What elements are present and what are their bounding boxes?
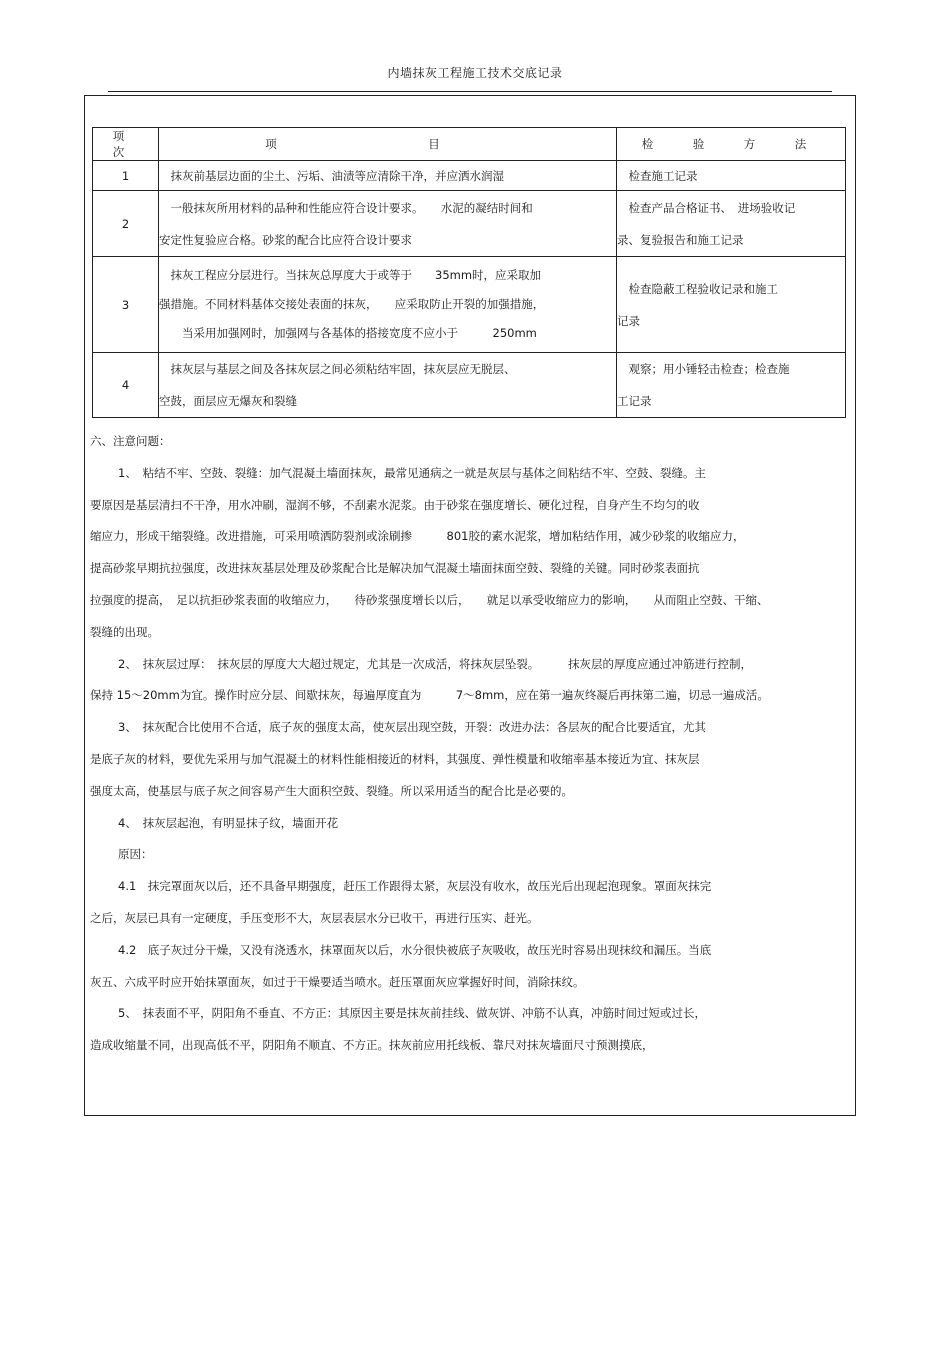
row-item bbox=[159, 161, 617, 191]
table-row bbox=[93, 161, 846, 191]
row-method-line: 检查隐蔽工程验收记录和施工 bbox=[617, 281, 778, 296]
note-line: 拉强度的提高， 足以抗拒砂浆表面的收缩应力， 待砂浆强度增长以后， 就足以承受收缩应力的影响， 从而阻止空鼓、干缩、 bbox=[90, 592, 769, 607]
note-line: 保持 15～20mm为宜。操作时应分层、间歇抹灰，每遍厚度直为 7～8mm，应在第一遍灰终凝后再抹第二遍，切忌一遍成活。 bbox=[90, 688, 769, 703]
row-method-line: 观察；用小锤轻击检查；检查施 bbox=[617, 362, 790, 376]
note-line: 3、 抹灰配合比使用不合适，底子灰的强度太高，使灰层出现空鼓，开裂：改进办法：各层灰的配合比要适宜，尤其 bbox=[118, 720, 707, 735]
note-line: 之后，灰层已具有一定硬度，手压变形不大，灰层表层水分已收干，再进行压实、赶光。 bbox=[90, 910, 539, 925]
row-method bbox=[617, 161, 846, 191]
row-method-line: 录、复验报告和施工记录 bbox=[617, 232, 744, 247]
row-number: 2 bbox=[93, 191, 159, 257]
row-item bbox=[159, 257, 617, 353]
inspection-table bbox=[92, 127, 846, 418]
row-item-line: 抹灰工程应分层进行。当抹灰总厚度大于或等于 35mm时，应采取加 bbox=[159, 268, 542, 282]
table-row bbox=[93, 257, 846, 353]
row-number: 3 bbox=[93, 257, 159, 353]
row-item-line: 抹灰前基层边面的尘土、污垢、油渍等应清除干净，并应洒水润湿 bbox=[159, 168, 504, 183]
table-header-row bbox=[93, 128, 846, 161]
row-number: 4 bbox=[93, 353, 159, 418]
note-line: 提高砂浆早期抗拉强度，改进抹灰基层处理及砂浆配合比是解决加气混凝土墙面抹面空鼓、裂缝的关键。同时砂浆表面抗 bbox=[90, 561, 700, 576]
header-item-number: 项 次 bbox=[93, 128, 159, 161]
row-item-line: 安定性复验应合格。砂浆的配合比应符合设计要求 bbox=[159, 232, 412, 247]
row-item-line: 强措施。不同材料基体交接处表面的抹灰， 应采取防止开裂的加强措施， bbox=[159, 297, 545, 311]
row-method-line: 检查施工记录 bbox=[617, 168, 698, 183]
row-number: 1 bbox=[93, 161, 159, 191]
row-item bbox=[159, 191, 617, 257]
row-item bbox=[159, 353, 617, 418]
notes-body bbox=[90, 458, 842, 1062]
note-line: 1、 粘结不牢、空鼓、裂缝：加气混凝土墙面抹灰，最常见通病之一就是灰层与基体之间粘结不牢、空鼓、裂缝。主 bbox=[118, 465, 707, 480]
note-line: 灰五、六成平时应开始抹罩面灰，如过于干燥要适当喷水。赶压罩面灰应掌握好时间，消除抹纹。 bbox=[90, 974, 585, 989]
row-item-line: 一般抹灰所用材料的品种和性能应符合设计要求。 水泥的凝结时间和 bbox=[159, 200, 533, 215]
row-method bbox=[617, 257, 846, 353]
note-line: 缩应力，形成干缩裂缝。改进措施，可采用喷洒防裂剂或涂刷掺 801胶的素水泥浆，增加粘结作用，减少砂浆的收缩应力， bbox=[90, 529, 745, 544]
row-item-line: 抹灰层与基层之间及各抹灰层之间必须粘结牢固，抹灰层应无脱层、 bbox=[159, 362, 516, 376]
note-line: 2、 抹灰层过厚： 抹灰层的厚度大大超过规定，尤其是一次成活，将抹灰层坠裂。 抹灰层的厚度应通过冲筋进行控制， bbox=[118, 656, 753, 671]
note-line: 4.2 底子灰过分干燥，又没有浇透水，抹罩面灰以后，水分很快被底子灰吸收，故压光时容易出现抹纹和漏压。当底 bbox=[118, 942, 712, 957]
note-line: 4、 抹灰层起泡，有明显抹子纹，墙面开花 bbox=[118, 815, 339, 830]
note-line: 是底子灰的材料，要优先采用与加气混凝土的材料性能相接近的材料，其强度、弹性模量和收缩率基本接近为宜、抹灰层 bbox=[90, 751, 700, 766]
table-row bbox=[93, 191, 846, 257]
note-line: 裂缝的出现。 bbox=[90, 624, 159, 639]
header-item: 项 目 bbox=[159, 128, 617, 161]
row-method bbox=[617, 353, 846, 418]
notes-section bbox=[90, 426, 842, 1062]
row-method bbox=[617, 191, 846, 257]
note-line: 4.1 抹完罩面灰以后，还不具备早期强度，赶压工作跟得太紧，灰层没有收水，故压光后出现起泡现象。罩面灰抹完 bbox=[118, 879, 712, 894]
header-inspection-method: 检 验 方 法 bbox=[617, 128, 846, 161]
row-item-line: 当采用加强网时，加强网与各基体的搭接宽度不应小于 250mm bbox=[159, 326, 537, 340]
row-item-line: 空鼓，面层应无爆灰和裂缝 bbox=[159, 394, 297, 408]
table-row bbox=[93, 353, 846, 418]
row-method-line: 记录 bbox=[617, 313, 640, 328]
note-line: 原因： bbox=[118, 847, 153, 862]
notes-heading: 六、注意问题： bbox=[90, 434, 171, 448]
note-line: 要原因是基层清扫不干净，用水冲刷，湿润不够，不刮素水泥浆。由于砂浆在强度增长、硬化过程，自身产生不均匀的收 bbox=[90, 497, 700, 512]
note-line: 强度太高，使基层与底子灰之间容易产生大面积空鼓、裂缝。所以采用适当的配合比是必要的。 bbox=[90, 783, 573, 798]
page-title: 内墙抹灰工程施工技术交底记录 bbox=[387, 66, 563, 80]
row-method-line: 工记录 bbox=[617, 394, 652, 408]
row-method-line: 检查产品合格证书、 进场验收记 bbox=[617, 200, 796, 215]
note-line: 5、 抹表面不平，阴阳角不垂直、不方正：其原因主要是抹灰前挂线、做灰饼、冲筋不认真，冲筋时间过短或过长， bbox=[118, 1006, 707, 1021]
title-rule bbox=[108, 91, 832, 92]
note-line: 造成收缩量不同，出现高低不平，阴阳角不顺直、不方正。抹灰前应用托线板、靠尺对抹灰墙面尺寸预测摸底， bbox=[90, 1038, 654, 1053]
